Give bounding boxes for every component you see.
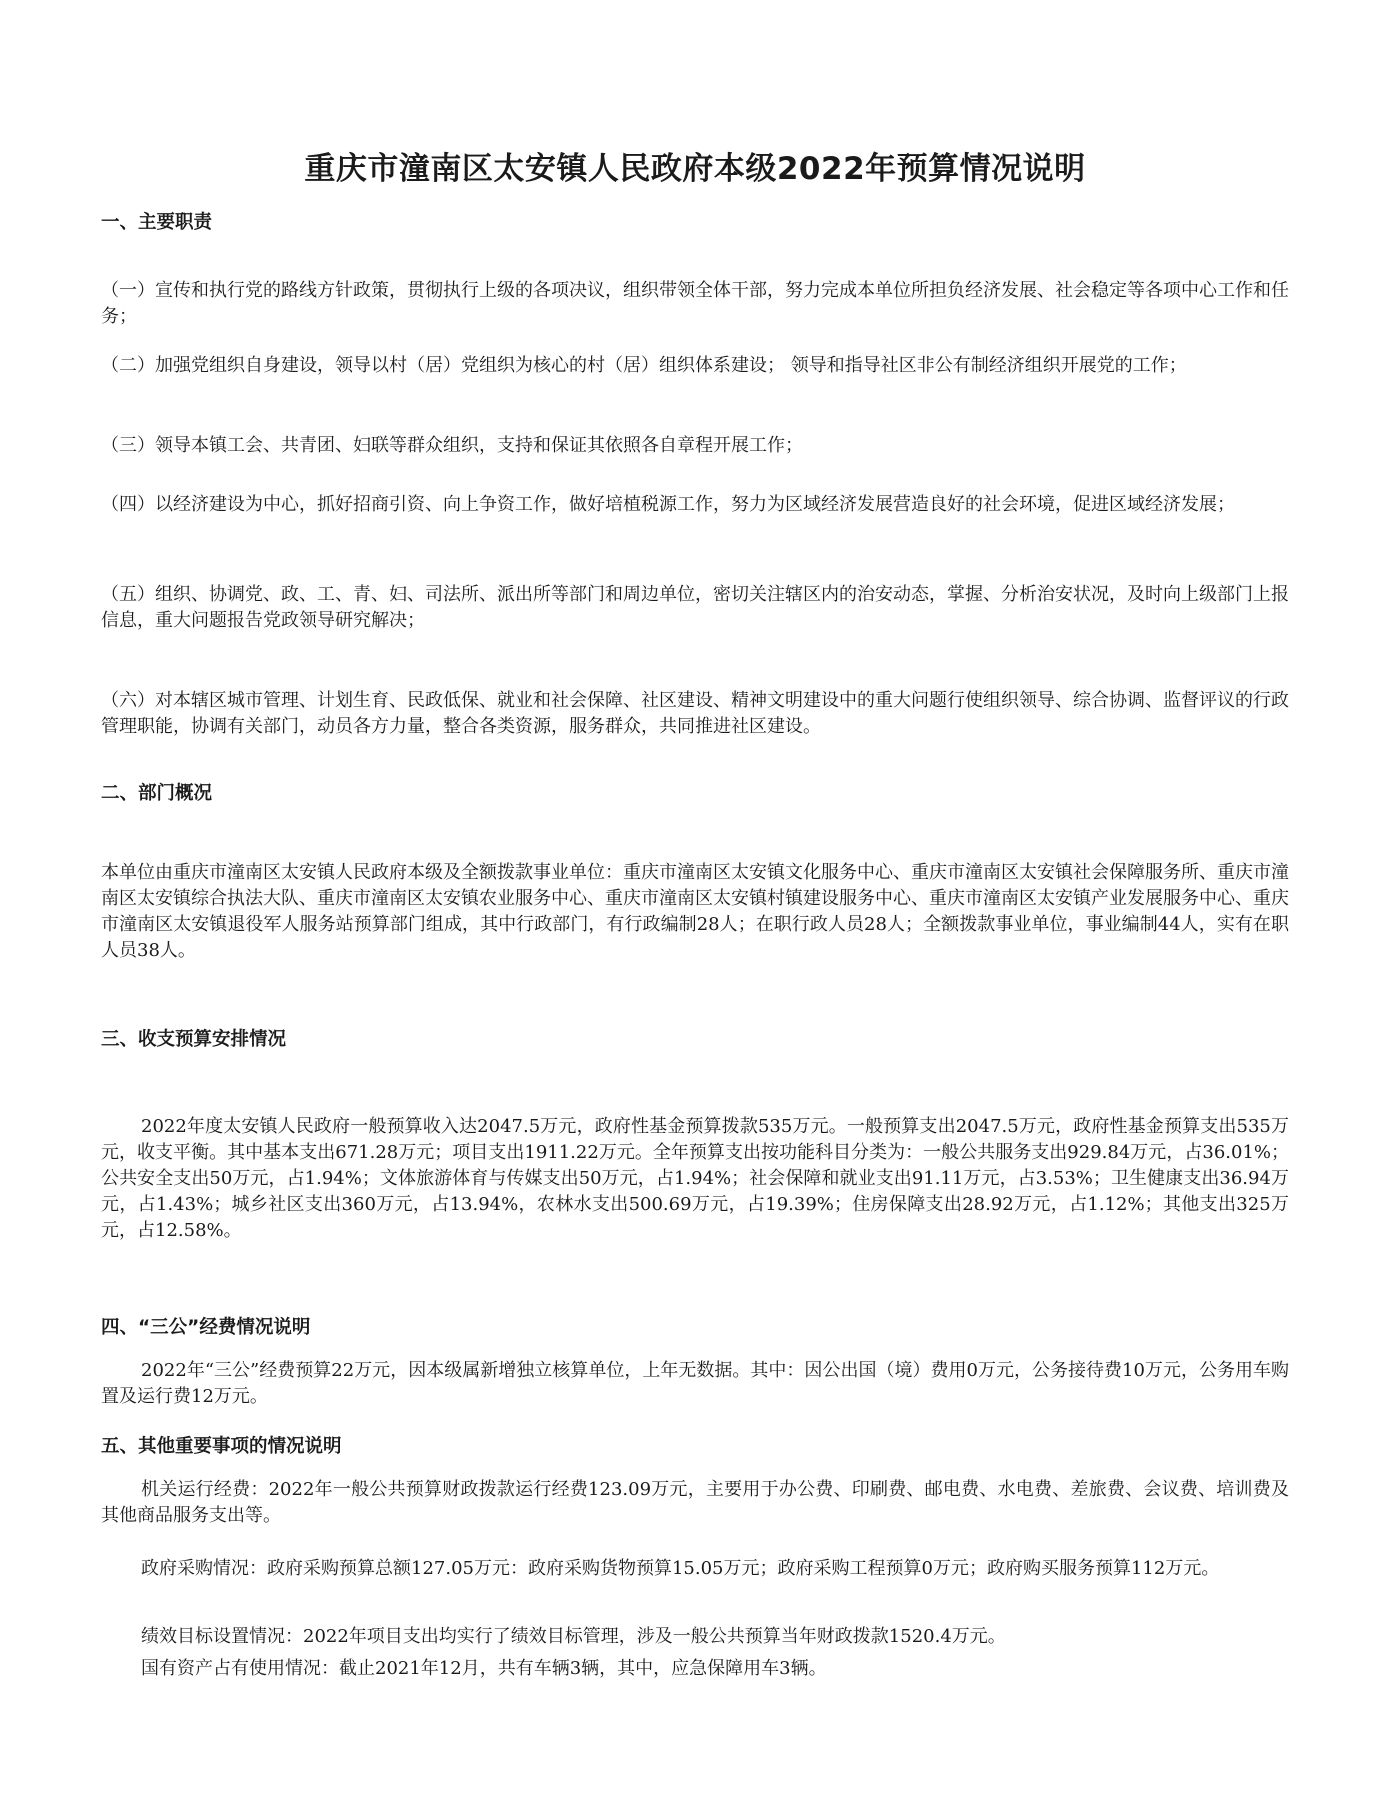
paragraph: 机关运行经费：2022年一般公共预算财政拨款运行经费123.09万元，主要用于办公费、印刷费、邮电费、水电费、差旅费、会议费、培训费及其他商品服务支出等。	[101, 1479, 1289, 1526]
paragraph: 本单位由重庆市潼南区太安镇人民政府本级及全额拨款事业单位：重庆市潼南区太安镇文化服务中心、重庆市潼南区太安镇社会保障服务所、重庆市潼南区太安镇综合执法大队、重庆市潼南区太安镇农业服务中心、重庆市潼南区太安镇村镇建设服务中心、重庆市潼南区太安镇产业发展服务中心、重庆市潼南区太安镇退役军人服务站预算部门组成，其中行政部门，有行政编制28人；在职行政人员28人；全额拨款事业单位，事业编制44人，实有在职人员38人。	[101, 862, 1289, 961]
paragraph: 政府采购情况：政府采购预算总额127.05万元：政府采购货物预算15.05万元；政府采购工程预算0万元；政府购买服务预算112万元。	[141, 1558, 1220, 1579]
paragraph: （六）对本辖区城市管理、计划生育、民政低保、就业和社会保障、社区建设、精神文明建设中的重大问题行使组织领导、综合协调、监督评议的行政管理职能，协调有关部门，动员各方力量，整合各类资源，服务群众，共同推进社区建设。	[101, 690, 1289, 737]
section-heading-budget: 三、收支预算安排情况	[101, 1029, 287, 1050]
paragraph: （三）领导本镇工会、共青团、妇联等群众组织，支持和保证其依照各自章程开展工作；	[101, 435, 803, 456]
paragraph: 2022年度太安镇人民政府一般预算收入达2047.5万元，政府性基金预算拨款535万元。一般预算支出2047.5万元，政府性基金预算支出535万元，收支平衡。其中基本支出671.28万元；项目支出1911.22万元。全年预算支出按功能科目分类为：一般公共服务支出929.84万元，占36.01%；公共安全支出50万元，占1.94%；文体旅游体育与传媒支出50万元，占1.94%；社会保障和就业支出91.11万元，占3.53%；卫生健康支出36.94万元，占1.43%；城乡社区支出360万元，占13.94%，农林水支出500.69万元，占19.39%；住房保障支出28.92万元，占1.12%；其他支出325万元，占12.58%。	[101, 1116, 1289, 1241]
section-heading-other: 五、其他重要事项的情况说明	[101, 1436, 342, 1457]
paragraph: 国有资产占有使用情况：截止2021年12月，共有车辆3辆，其中，应急保障用车3辆。	[141, 1658, 827, 1679]
section-heading-three-public: 四、“三公”经费情况说明	[101, 1317, 311, 1338]
document-title: 重庆市潼南区太安镇人民政府本级2022年预算情况说明	[304, 151, 1086, 187]
section-heading-overview: 二、部门概况	[101, 783, 213, 804]
paragraph: （一）宣传和执行党的路线方针政策，贯彻执行上级的各项决议，组织带领全体干部，努力完成本单位所担负经济发展、社会稳定等各项中心工作和任务；	[101, 280, 1289, 327]
paragraph: 2022年“三公”经费预算22万元，因本级属新增独立核算单位，上年无数据。其中：因公出国（境）费用0万元，公务接待费10万元，公务用车购置及运行费12万元。	[101, 1360, 1289, 1407]
paragraph: 绩效目标设置情况：2022年项目支出均实行了绩效目标管理，涉及一般公共预算当年财政拨款1520.4万元。	[141, 1626, 1006, 1647]
paragraph: （二）加强党组织自身建设，领导以村（居）党组织为核心的村（居）组织体系建设； 领导和指导社区非公有制经济组织开展党的工作；	[101, 355, 1187, 376]
paragraph: （四）以经济建设为中心，抓好招商引资、向上争资工作，做好培植税源工作，努力为区域经济发展营造良好的社会环境，促进区域经济发展；	[101, 494, 1235, 515]
section-heading-duties: 一、主要职责	[101, 212, 213, 233]
paragraph: （五）组织、协调党、政、工、青、妇、司法所、派出所等部门和周边单位，密切关注辖区内的治安动态，掌握、分析治安状况，及时向上级部门上报信息，重大问题报告党政领导研究解决；	[101, 584, 1289, 631]
